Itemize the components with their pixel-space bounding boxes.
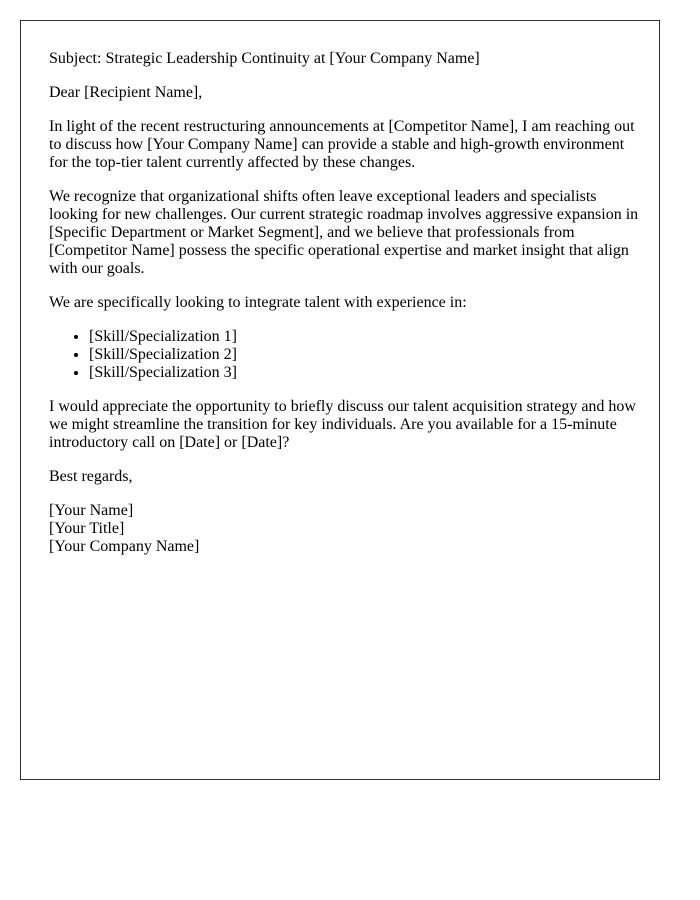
letter-paragraph-closing: I would appreciate the opportunity to briefly discuss our talent acquisition strategy and how we might streamline the transition for key individuals. Are you available for a 15-minute introductory call on [Date] or [Date]? <box>49 398 636 451</box>
skill-item: • [Skill/Specialization 2] <box>89 346 639 364</box>
signature-title: [Your Title] <box>49 520 125 537</box>
letter-paragraph-intro: In light of the recent restructuring announcements at [Competitor Name], I am reaching out to discuss how [Your Company Name] can provide a stable and high-growth environment for the top-tier talent currently affected by these changes. <box>49 118 635 171</box>
skill-item: • [Skill/Specialization 3] <box>89 364 639 382</box>
letter-page <box>20 20 660 780</box>
letter-signature <box>49 502 639 556</box>
skills-list <box>49 328 639 382</box>
skill-item: • [Skill/Specialization 1] <box>89 328 639 346</box>
letter-subject: Subject: Strategic Leadership Continuity at [Your Company Name] <box>49 50 480 67</box>
letter-body <box>49 50 639 572</box>
signature-name: [Your Name] <box>49 502 134 519</box>
letter-paragraph-skills-intro: We are specifically looking to integrate talent with experience in: <box>49 294 467 311</box>
letter-greeting: Dear [Recipient Name], <box>49 84 203 101</box>
letter-sign-off: Best regards, <box>49 468 133 485</box>
letter-paragraph-context: We recognize that organizational shifts often leave exceptional leaders and specialists looking for new challenges. Our current strategic roadmap involves aggressive expansion in [Specific Department or Market Segment], and we believe that professionals from [Competitor Name] possess the specific operational expertise and market insight that align with our goals. <box>49 188 639 277</box>
signature-company: [Your Company Name] <box>49 538 200 555</box>
